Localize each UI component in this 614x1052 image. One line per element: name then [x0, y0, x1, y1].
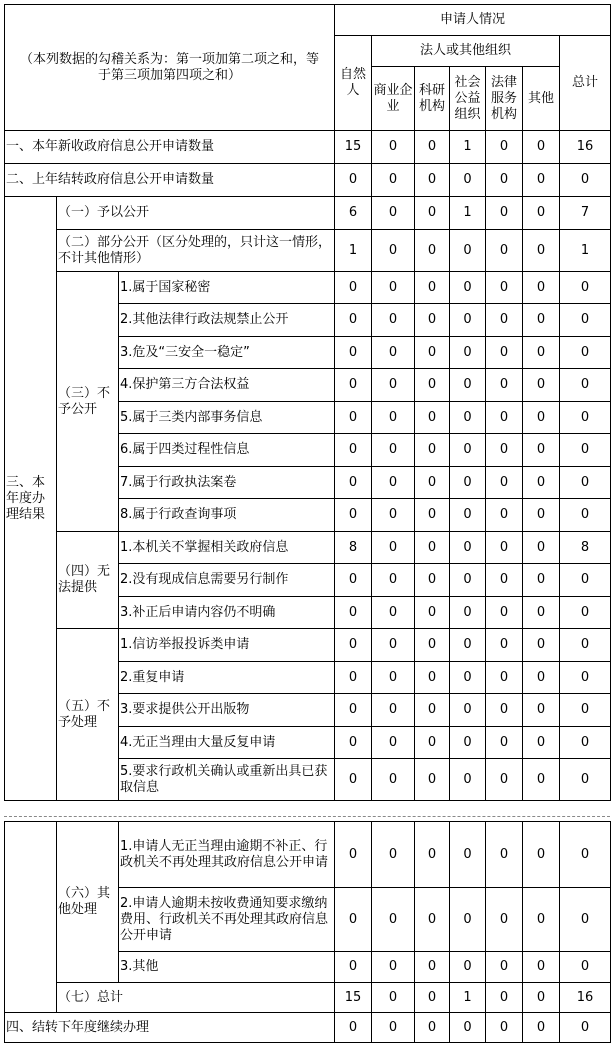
cell-value: 0 [486, 164, 523, 197]
cell-value: 0 [372, 532, 415, 564]
cell-value: 0 [335, 272, 372, 304]
cell-value: 0 [450, 1013, 486, 1043]
row-label: 1.本机关不掌握相关政府信息 [119, 532, 335, 564]
cell-value: 0 [486, 727, 523, 759]
group-label: （三）不予公开 [57, 272, 119, 532]
cell-value: 0 [560, 629, 611, 662]
cell-value: 0 [523, 369, 560, 402]
cell-value: 0 [560, 597, 611, 629]
row-label: 3.补正后申请内容仍不明确 [119, 597, 335, 629]
cell-value: 0 [450, 272, 486, 304]
cell-value: 0 [415, 131, 450, 164]
cell-value: 0 [560, 467, 611, 499]
row-label: 5.要求行政机关确认或重新出具已获取信息 [119, 759, 335, 801]
cell-value: 0 [560, 1013, 611, 1043]
cell-value: 15 [335, 131, 372, 164]
row-label: （二）部分公开（区分处理的，只计这一情形，不计其他情形） [57, 230, 335, 272]
cell-value: 0 [523, 759, 560, 801]
cell-value: 0 [450, 230, 486, 272]
row-label: 3.其他 [119, 952, 335, 983]
header-legal-service: 法律服务机构 [486, 67, 523, 131]
cell-value: 0 [560, 434, 611, 467]
cell-value: 0 [450, 532, 486, 564]
row-label: 4.保护第三方合法权益 [119, 369, 335, 402]
cell-value: 0 [372, 131, 415, 164]
cell-value: 0 [415, 629, 450, 662]
cell-value: 0 [450, 164, 486, 197]
header-commercial: 商业企业 [372, 67, 415, 131]
row-label: 8.属于行政查询事项 [119, 499, 335, 532]
cell-value: 0 [335, 434, 372, 467]
cell-value: 1 [450, 131, 486, 164]
table-row [5, 983, 611, 1013]
header-research: 科研机构 [415, 67, 450, 131]
cell-value: 0 [335, 629, 372, 662]
row-label: 一、本年新收政府信息公开申请数量 [5, 131, 335, 164]
cell-value: 0 [450, 694, 486, 727]
row-label: 2.其他法律行政法规禁止公开 [119, 304, 335, 337]
cell-value: 15 [335, 983, 372, 1013]
cell-value: 1 [335, 230, 372, 272]
table-row [5, 532, 611, 564]
cell-value: 0 [372, 694, 415, 727]
cell-value: 6 [335, 197, 372, 230]
group-label: （六）其他处理 [57, 822, 119, 983]
header-note: （本列数据的勾稽关系为：第一项加第二项之和，等于第三项加第四项之和） [5, 5, 335, 131]
cell-value: 0 [372, 662, 415, 694]
cell-value: 0 [560, 694, 611, 727]
cell-value: 0 [415, 402, 450, 434]
group-label: （五）不予处理 [57, 629, 119, 801]
cell-value: 0 [486, 499, 523, 532]
cell-value: 0 [335, 402, 372, 434]
row-label: 1.申请人无正当理由逾期不补正、行政机关不再处理其政府信息公开申请 [119, 822, 335, 888]
header-legal-or-other: 法人或其他组织 [372, 36, 560, 67]
cell-value: 0 [486, 952, 523, 983]
cell-value: 0 [415, 694, 450, 727]
cell-value: 0 [450, 597, 486, 629]
cell-value: 0 [372, 759, 415, 801]
cell-value: 0 [335, 952, 372, 983]
section3-continued [5, 822, 57, 1013]
cell-value: 0 [560, 662, 611, 694]
cell-value: 7 [560, 197, 611, 230]
cell-value: 0 [415, 822, 450, 888]
cell-value: 0 [335, 337, 372, 369]
cell-value: 0 [523, 694, 560, 727]
cell-value: 0 [523, 983, 560, 1013]
cell-value: 0 [486, 467, 523, 499]
table-row [5, 197, 611, 230]
cell-value: 0 [523, 499, 560, 532]
cell-value: 0 [486, 131, 523, 164]
cell-value: 0 [335, 597, 372, 629]
cell-value: 0 [486, 597, 523, 629]
cell-value: 0 [486, 434, 523, 467]
cell-value: 0 [335, 888, 372, 952]
cell-value: 0 [450, 759, 486, 801]
cell-value: 0 [560, 369, 611, 402]
cell-value: 0 [372, 597, 415, 629]
cell-value: 0 [372, 564, 415, 597]
cell-value: 1 [450, 983, 486, 1013]
cell-value: 0 [450, 727, 486, 759]
cell-value: 0 [450, 822, 486, 888]
cell-value: 0 [486, 564, 523, 597]
table-row [5, 230, 611, 272]
cell-value: 0 [523, 272, 560, 304]
cell-value: 0 [415, 197, 450, 230]
cell-value: 0 [486, 1013, 523, 1043]
cell-value: 0 [523, 662, 560, 694]
cell-value: 0 [372, 629, 415, 662]
cell-value: 0 [415, 369, 450, 402]
cell-value: 0 [335, 564, 372, 597]
cell-value: 1 [450, 197, 486, 230]
table-row [5, 131, 611, 164]
header-total: 总计 [560, 36, 611, 131]
table-row [5, 1013, 611, 1043]
cell-value: 0 [372, 983, 415, 1013]
cell-value: 0 [450, 564, 486, 597]
cell-value: 0 [415, 467, 450, 499]
table-row [5, 164, 611, 197]
cell-value: 0 [372, 467, 415, 499]
cell-value: 0 [486, 629, 523, 662]
cell-value: 0 [486, 983, 523, 1013]
cell-value: 0 [486, 337, 523, 369]
cell-value: 0 [523, 230, 560, 272]
cell-value: 0 [415, 164, 450, 197]
cell-value: 0 [486, 272, 523, 304]
row-label: 2.重复申请 [119, 662, 335, 694]
disclosure-table-part1 [4, 4, 611, 801]
cell-value: 8 [335, 532, 372, 564]
cell-value: 0 [523, 888, 560, 952]
cell-value: 0 [523, 564, 560, 597]
cell-value: 0 [372, 272, 415, 304]
cell-value: 0 [450, 467, 486, 499]
cell-value: 0 [486, 694, 523, 727]
header-other: 其他 [523, 67, 560, 131]
cell-value: 0 [486, 759, 523, 801]
cell-value: 0 [335, 164, 372, 197]
cell-value: 0 [560, 888, 611, 952]
cell-value: 0 [450, 952, 486, 983]
cell-value: 0 [415, 759, 450, 801]
cell-value: 0 [415, 337, 450, 369]
cell-value: 0 [450, 337, 486, 369]
row-label: 2.申请人逾期未按收费通知要求缴纳费用、行政机关不再处理其政府信息公开申请 [119, 888, 335, 952]
cell-value: 0 [523, 597, 560, 629]
cell-value: 0 [486, 822, 523, 888]
cell-value: 0 [415, 597, 450, 629]
cell-value: 0 [372, 337, 415, 369]
table-row [5, 822, 611, 888]
cell-value: 0 [560, 272, 611, 304]
cell-value: 0 [523, 1013, 560, 1043]
disclosure-table-part2 [4, 821, 611, 1043]
header-applicant-situation: 申请人情况 [335, 5, 611, 36]
cell-value: 0 [450, 888, 486, 952]
cell-value: 0 [372, 434, 415, 467]
cell-value: 0 [560, 164, 611, 197]
cell-value: 0 [335, 694, 372, 727]
cell-value: 0 [560, 952, 611, 983]
cell-value: 0 [560, 304, 611, 337]
cell-value: 0 [335, 662, 372, 694]
cell-value: 0 [415, 564, 450, 597]
cell-value: 8 [560, 532, 611, 564]
cell-value: 0 [415, 1013, 450, 1043]
cell-value: 0 [335, 1013, 372, 1043]
row-label: 5.属于三类内部事务信息 [119, 402, 335, 434]
cell-value: 0 [523, 164, 560, 197]
cell-value: 0 [415, 230, 450, 272]
cell-value: 0 [523, 402, 560, 434]
cell-value: 0 [372, 304, 415, 337]
cell-value: 0 [560, 337, 611, 369]
cell-value: 0 [560, 727, 611, 759]
cell-value: 1 [560, 230, 611, 272]
cell-value: 0 [415, 952, 450, 983]
cell-value: 0 [523, 952, 560, 983]
header-social-welfare: 社会公益组织 [450, 67, 486, 131]
row-label: 3.要求提供公开出版物 [119, 694, 335, 727]
cell-value: 0 [560, 564, 611, 597]
cell-value: 0 [372, 499, 415, 532]
cell-value: 0 [372, 822, 415, 888]
cell-value: 0 [486, 304, 523, 337]
cell-value: 0 [450, 434, 486, 467]
cell-value: 0 [523, 467, 560, 499]
cell-value: 0 [450, 499, 486, 532]
cell-value: 0 [372, 1013, 415, 1043]
cell-value: 0 [415, 983, 450, 1013]
cell-value: 0 [335, 727, 372, 759]
cell-value: 0 [523, 304, 560, 337]
cell-value: 0 [560, 499, 611, 532]
cell-value: 0 [372, 164, 415, 197]
row-label: 6.属于四类过程性信息 [119, 434, 335, 467]
cell-value: 0 [523, 727, 560, 759]
row-label: （七）总计 [57, 983, 335, 1013]
cell-value: 0 [450, 662, 486, 694]
row-label: （一）予以公开 [57, 197, 335, 230]
cell-value: 16 [560, 983, 611, 1013]
cell-value: 0 [415, 304, 450, 337]
cell-value: 0 [335, 759, 372, 801]
cell-value: 0 [372, 888, 415, 952]
row-label: 4.无正当理由大量反复申请 [119, 727, 335, 759]
row-label: 3.危及“三安全一稳定” [119, 337, 335, 369]
cell-value: 0 [486, 888, 523, 952]
row-label: 1.信访举报投诉类申请 [119, 629, 335, 662]
cell-value: 16 [560, 131, 611, 164]
cell-value: 0 [486, 197, 523, 230]
cell-value: 0 [415, 888, 450, 952]
cell-value: 0 [335, 369, 372, 402]
cell-value: 0 [450, 629, 486, 662]
cell-value: 0 [335, 467, 372, 499]
section3-label: 三、本年度办理结果 [5, 197, 57, 801]
cell-value: 0 [523, 822, 560, 888]
page-break-divider [4, 816, 610, 817]
cell-value: 0 [415, 662, 450, 694]
cell-value: 0 [372, 230, 415, 272]
cell-value: 0 [415, 434, 450, 467]
cell-value: 0 [372, 727, 415, 759]
cell-value: 0 [372, 952, 415, 983]
row-label: 二、上年结转政府信息公开申请数量 [5, 164, 335, 197]
cell-value: 0 [415, 499, 450, 532]
cell-value: 0 [372, 402, 415, 434]
cell-value: 0 [372, 197, 415, 230]
cell-value: 0 [523, 337, 560, 369]
cell-value: 0 [523, 131, 560, 164]
cell-value: 0 [335, 499, 372, 532]
cell-value: 0 [415, 272, 450, 304]
header-natural-person: 自然人 [335, 36, 372, 131]
cell-value: 0 [415, 727, 450, 759]
cell-value: 0 [450, 369, 486, 402]
cell-value: 0 [450, 402, 486, 434]
cell-value: 0 [415, 532, 450, 564]
cell-value: 0 [486, 230, 523, 272]
cell-value: 0 [486, 369, 523, 402]
cell-value: 0 [450, 304, 486, 337]
cell-value: 0 [372, 369, 415, 402]
row-label: 1.属于国家秘密 [119, 272, 335, 304]
cell-value: 0 [523, 434, 560, 467]
row-label: 四、结转下年度继续办理 [5, 1013, 335, 1043]
cell-value: 0 [486, 402, 523, 434]
cell-value: 0 [335, 822, 372, 888]
row-label: 2.没有现成信息需要另行制作 [119, 564, 335, 597]
row-label: 7.属于行政执法案卷 [119, 467, 335, 499]
cell-value: 0 [335, 304, 372, 337]
group-label: （四）无法提供 [57, 532, 119, 629]
cell-value: 0 [560, 822, 611, 888]
cell-value: 0 [560, 759, 611, 801]
table-row [5, 629, 611, 662]
table-row [5, 272, 611, 304]
cell-value: 0 [523, 532, 560, 564]
cell-value: 0 [486, 662, 523, 694]
cell-value: 0 [523, 197, 560, 230]
cell-value: 0 [523, 629, 560, 662]
cell-value: 0 [486, 532, 523, 564]
cell-value: 0 [560, 402, 611, 434]
